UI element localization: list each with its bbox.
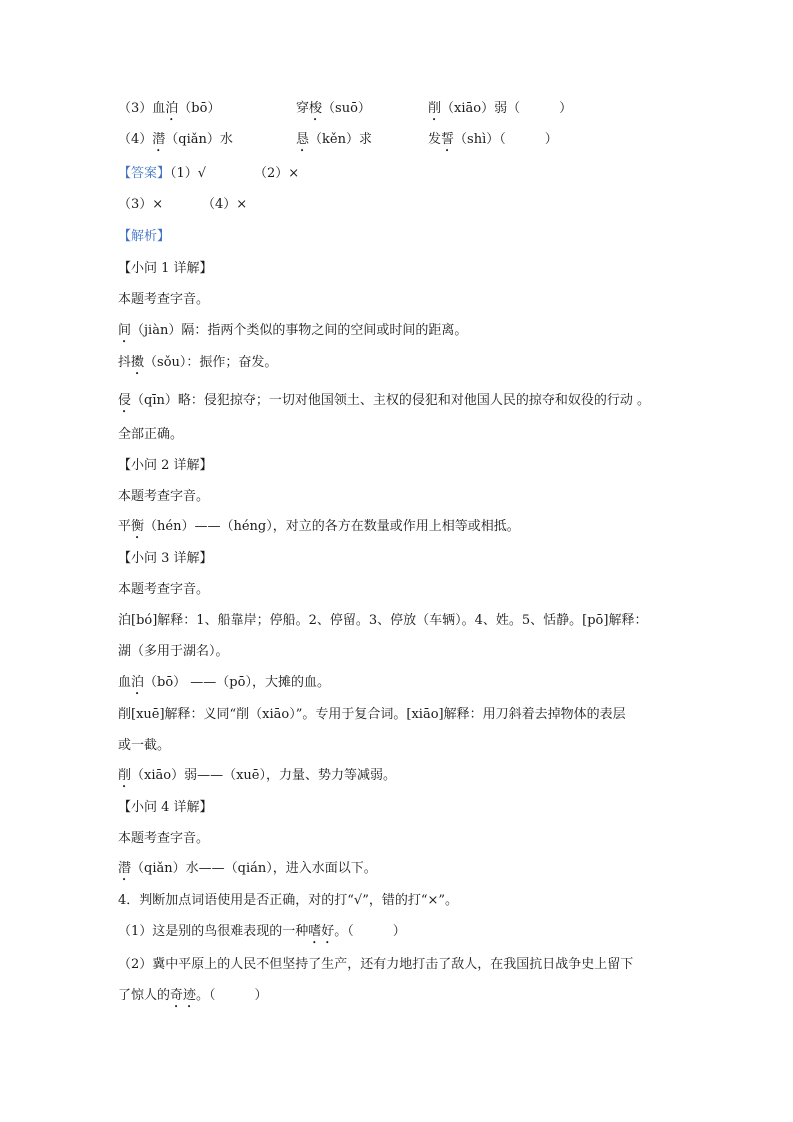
- item-text: （xiāo）弱（ ）: [441, 101, 573, 116]
- item-text: 穿: [296, 101, 310, 116]
- section-4-line-1: [118, 859, 377, 884]
- item-text: （qiǎn）水: [165, 132, 233, 147]
- section-1-line-1: [118, 321, 467, 346]
- item-3-col3: [428, 99, 572, 124]
- emphasized-char: 衡: [131, 519, 145, 534]
- emphasized-char: 泊: [131, 675, 145, 690]
- answer-4: （4）×: [202, 197, 248, 212]
- section-1-line-4: 全部正确。: [118, 427, 184, 442]
- section-3-line-5: 或一截。: [118, 738, 171, 753]
- line-text: 了惊人的: [118, 988, 171, 1003]
- emphasized-char: 恳: [296, 132, 310, 147]
- item-text: （suō）: [322, 101, 371, 116]
- emphasized-char: 侵: [118, 393, 132, 408]
- section-2-intro: 本题考查字音。: [118, 489, 210, 504]
- question-4-item-2-line-1: （2）冀中平原上的人民不但坚持了生产，还有力地打击了敌人，在我国抗日战争史上留下: [118, 957, 634, 972]
- line-text: 。（ ）: [196, 988, 268, 1003]
- item-3-col1: [118, 99, 220, 124]
- line-text: （qiǎn）水——（qián），进入水面以下。: [131, 861, 377, 876]
- answer-line-1: [118, 164, 206, 184]
- line-text: （1）这是别的鸟很难表现的一种: [118, 924, 309, 939]
- section-3-line-4: 削[xuē]解释：义同“削（xiāo）”。专用于复合词。[xiāo]解释：用刀斜着去掉物体的表层: [118, 707, 626, 722]
- section-1-line-2: [118, 353, 277, 378]
- line-text: （jiàn）隔：指两个类似的事物之间的空间或时间的距离。: [131, 323, 468, 338]
- item-3-col2: [296, 99, 371, 124]
- question-4-item-2-line-2: [118, 986, 268, 1011]
- item-text: （4）: [118, 132, 153, 147]
- section-3-line-1: 泊[bó]解释：1、船靠岸；停船。2、停留。3、停放（车辆）。4、姓。5、恬静。[pō]解释：: [118, 613, 648, 628]
- section-4-intro: 本题考查字音。: [118, 831, 210, 846]
- section-2-line-1: [118, 517, 520, 542]
- line-text: （xiāo）弱——（xuē），力量、势力等减弱。: [131, 768, 396, 783]
- line-text: （bō） ——（pō），大摊的血。: [144, 675, 330, 690]
- emphasized-char: 潜: [118, 861, 132, 876]
- section-3-line-2: 湖（多用于湖名）。: [118, 644, 229, 659]
- emphasized-char: 间: [118, 323, 132, 338]
- question-4-item-1: [118, 922, 406, 947]
- emphasized-char: 削: [118, 768, 132, 783]
- emphasized-char: 擞: [131, 355, 145, 370]
- answer-1: （1）√: [170, 166, 207, 181]
- section-2-title: 【小问 2 详解】: [118, 458, 213, 473]
- emphasized-word: 嗜好: [308, 924, 335, 939]
- item-text: （bō）: [178, 101, 221, 116]
- section-3-intro: 本题考查字音。: [118, 582, 210, 597]
- emphasized-char: 梭: [309, 101, 323, 116]
- item-4-col3: [428, 130, 558, 155]
- line-text: 。（ ）: [334, 924, 406, 939]
- line-text: （qīn）略：侵犯掠夺；一切对他国领土、主权的侵犯和对他国人民的掠夺和奴役的行动 。: [131, 393, 651, 408]
- answer-label: 【答案】: [118, 166, 171, 181]
- emphasized-char: 削: [428, 101, 442, 116]
- section-1-intro: 本题考查字音。: [118, 292, 210, 307]
- section-3-title: 【小问 3 详解】: [118, 551, 213, 566]
- line-text: 抖: [118, 355, 132, 370]
- question-4-title: 4．判断加点词语使用是否正确，对的打“√”，错的打“×”。: [118, 893, 459, 908]
- item-text: （shì）（ ）: [454, 132, 558, 147]
- line-text: 平: [118, 519, 132, 534]
- item-4-col2: [296, 130, 372, 155]
- section-1-line-3: [118, 391, 650, 416]
- emphasized-char: 誓: [441, 132, 455, 147]
- item-text: 发: [428, 132, 442, 147]
- item-4-col1: [118, 130, 233, 155]
- emphasized-word: 奇迹: [170, 988, 197, 1003]
- emphasized-char: 潜: [152, 132, 166, 147]
- item-text: （kěn）求: [309, 132, 372, 147]
- line-text: 血: [118, 675, 132, 690]
- section-4-title: 【小问 4 详解】: [118, 800, 213, 815]
- emphasized-char: 泊: [165, 101, 179, 116]
- analysis-label: 【解析】: [118, 229, 171, 244]
- line-text: （hén）——（héng），对立的各方在数量或作用上相等或相抵。: [144, 519, 520, 534]
- section-3-line-6: [118, 766, 396, 791]
- answer-3: （3）×: [118, 197, 164, 212]
- item-text: （3）血: [118, 101, 166, 116]
- section-3-line-3: [118, 673, 330, 698]
- section-1-title: 【小问 1 详解】: [118, 261, 213, 276]
- answer-2: （2）×: [254, 166, 300, 181]
- line-text: （sǒu）：振作；奋发。: [144, 355, 278, 370]
